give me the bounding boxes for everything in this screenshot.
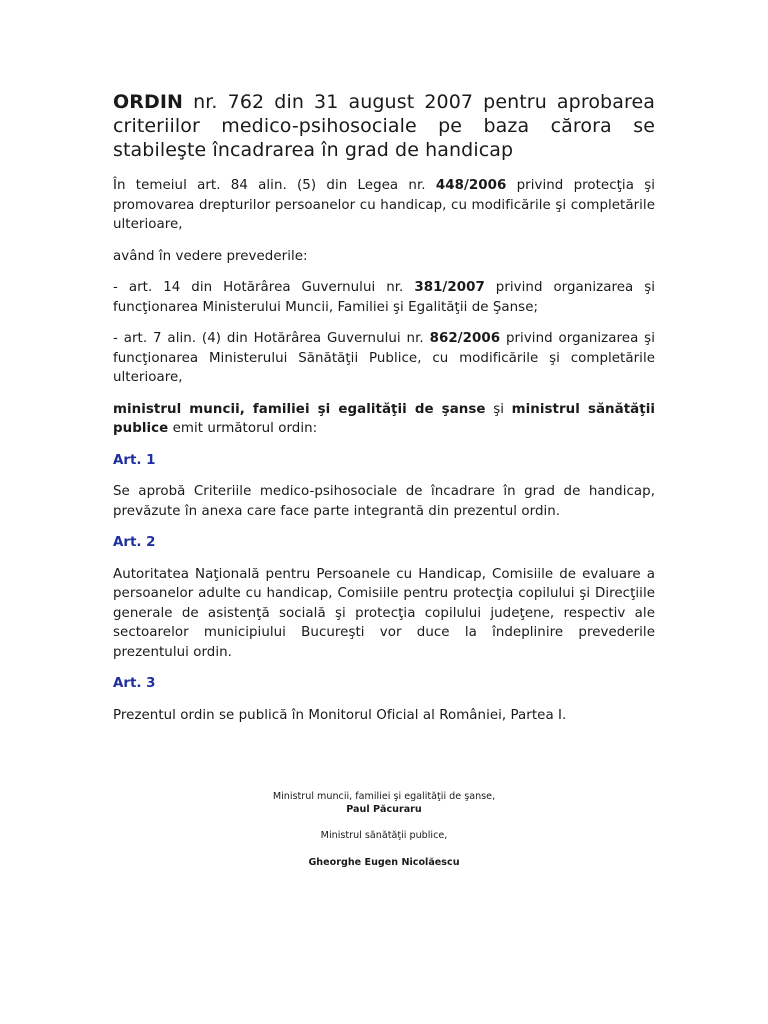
article-text: Se aprobă Criteriile medico-psihosociale de încadrare în grad de handicap, prevăzute în anexa care face parte integrantă din prezentul ordin. (113, 484, 655, 519)
signatory-role-health: Ministrul sănătăţii publice, (320, 830, 448, 841)
article-heading: Art. 2 (113, 535, 156, 550)
intro-post: privind protecţia şi promovarea drepturilor persoanelor cu handicap, cu modificările şi completările ulterioare, (113, 178, 655, 232)
ref2-post: privind organizarea şi funcţionarea Ministerului Sănătăţii Publice, cu modificările şi completările ulterioare, (113, 331, 655, 385)
issuer-minister-labour: ministrul muncii, familiei şi egalităţii de şanse (113, 401, 486, 417)
reference-paragraph-2 (113, 329, 655, 388)
hg-reference-1: 381/2007 (414, 280, 485, 295)
issuers-post: emit următorul ordin: (168, 421, 318, 436)
ref1-pre: - art. 14 din Hotărârea Guvernului nr. (113, 280, 415, 295)
considering-paragraph: având în vedere prevederile: (113, 248, 308, 264)
issuers-paragraph (113, 400, 655, 439)
article-text: Autoritatea Naţională pentru Persoanele cu Handicap, Comisiile de evaluare a persoanelor adulte cu handicap, Comisiile pentru protecţia copilului şi Direcţiile generale de asistenţă socială şi protecţia copilului judeţene, respectiv ale sectoarelor municipiului Bucureşti vor duce la îndeplinire prevederile prezentului ordin. (113, 566, 655, 660)
issuer-minister-health: ministrul sănătăţii publice (113, 401, 655, 436)
signatory-name-health: Gheorghe Eugen Nicolăescu (308, 857, 460, 868)
ref1-post: privind organizarea şi funcţionarea Ministerului Muncii, Familiei şi Egalităţii de Şanse; (113, 280, 655, 315)
document-body (113, 90, 655, 737)
intro-pre: În temeiul art. 84 alin. (5) din Legea nr. (113, 178, 436, 193)
title-ordin-word: ORDIN (113, 91, 184, 113)
reference-paragraph-1 (113, 278, 655, 317)
hg-reference-2: 862/2006 (429, 331, 501, 346)
intro-paragraph (113, 176, 655, 235)
signatory-role-labour: Ministrul muncii, familiei şi egalităţii de şanse, (272, 791, 496, 802)
title-rest: nr. 762 din 31 august 2007 pentru aprobarea criteriilor medico-psihosociale pe baza cărora se stabileşte încadrarea în grad de handicap (113, 91, 655, 161)
article-heading: Art. 1 (113, 452, 156, 468)
law-reference: 448/2006 (435, 178, 507, 193)
signature-block (113, 790, 655, 869)
ref2-pre: - art. 7 alin. (4) din Hotărârea Guvernului nr. (113, 331, 430, 346)
article-text: Prezentul ordin se publică în Monitorul Oficial al României, Partea I. (113, 707, 567, 723)
issuers-conjunction: şi (485, 401, 512, 417)
signatory-name-labour: Paul Păcuraru (346, 804, 422, 815)
article-heading: Art. 3 (113, 676, 156, 691)
document-title (113, 90, 655, 162)
